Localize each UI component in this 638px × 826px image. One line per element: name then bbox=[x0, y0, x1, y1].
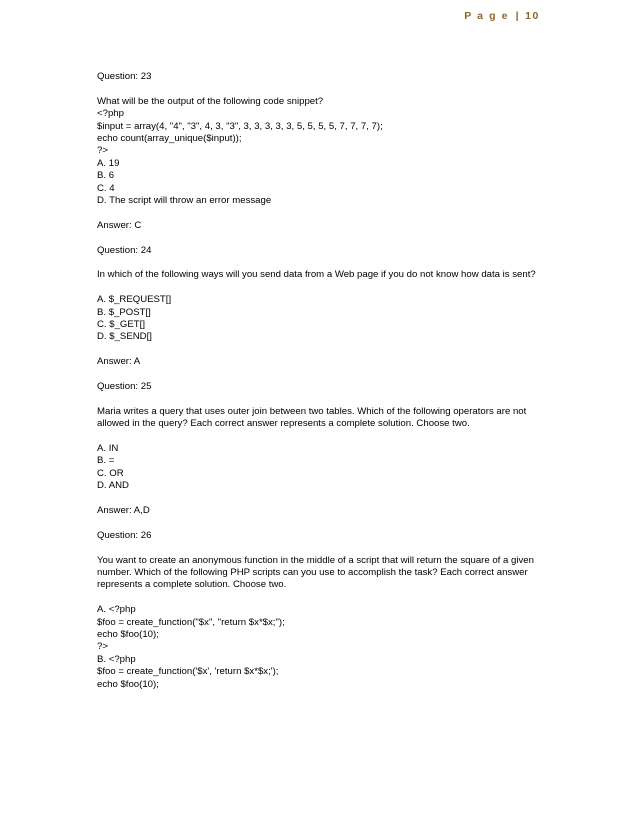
question-text: What will be the output of the following code snippet? bbox=[97, 95, 324, 107]
page-number: 10 bbox=[525, 10, 540, 22]
page-separator: | bbox=[515, 10, 519, 22]
question-heading: Question: 23 bbox=[97, 71, 152, 82]
code-line: echo $foo(10); bbox=[97, 629, 159, 641]
question-heading: Question: 25 bbox=[97, 381, 152, 393]
answer-option: A. $_REQUEST[] bbox=[97, 294, 172, 306]
answer-option: B. <?php bbox=[97, 653, 136, 665]
question-text: Maria writes a query that uses outer join between two tables. Which of the following operators are not allowed in the query? Each correct answer represents a complete solution. Choose two. bbox=[97, 405, 529, 430]
question-heading: Question: 26 bbox=[97, 529, 152, 541]
code-line: <?php bbox=[97, 108, 124, 120]
answer-option: B. = bbox=[97, 455, 115, 467]
answer-key: Answer: A bbox=[97, 356, 141, 368]
answer-option: C. $_GET[] bbox=[97, 319, 145, 331]
answer-option: A. <?php bbox=[97, 604, 136, 616]
question-heading: Question: 24 bbox=[97, 244, 152, 256]
question-text: In which of the following ways will you send data from a Web page if you do not know how data is sent? bbox=[97, 269, 536, 281]
answer-option: C. 4 bbox=[97, 182, 115, 194]
document-body bbox=[97, 71, 542, 691]
code-line: $foo = create_function('$x', 'return $x*$x;'); bbox=[97, 666, 279, 678]
page-label: P a g e bbox=[464, 10, 510, 22]
answer-option: D. AND bbox=[97, 480, 129, 492]
code-line: echo $foo(10); bbox=[97, 678, 159, 690]
code-line: ?> bbox=[97, 641, 108, 653]
answer-option: C. OR bbox=[97, 467, 124, 479]
answer-option: B. 6 bbox=[97, 170, 115, 182]
code-line: echo count(array_unique($input)); bbox=[97, 133, 242, 145]
code-line: $input = array(4, "4", "3", 4, 3, "3", 3, 3, 3, 3, 3, 5, 5, 5, 5, 7, 7, 7, 7); bbox=[97, 120, 383, 132]
answer-option: B. $_POST[] bbox=[97, 306, 151, 318]
page-header bbox=[464, 10, 540, 22]
answer-option: D. $_SEND[] bbox=[97, 331, 152, 343]
code-line: ?> bbox=[97, 145, 108, 157]
code-line: $foo = create_function("$x", "return $x*$x;"); bbox=[97, 616, 285, 628]
answer-option: D. The script will throw an error message bbox=[97, 195, 272, 207]
answer-key: Answer: A,D bbox=[97, 505, 150, 517]
answer-key: Answer: C bbox=[97, 219, 142, 231]
answer-option: A. IN bbox=[97, 443, 119, 455]
answer-option: A. 19 bbox=[97, 157, 120, 169]
question-text: You want to create an anonymous function in the middle of a script that will return the square of a given number. Which of the following PHP scripts can you use to accomplish the task? Each correct answer represents a complete solution. Choose two. bbox=[97, 554, 537, 591]
